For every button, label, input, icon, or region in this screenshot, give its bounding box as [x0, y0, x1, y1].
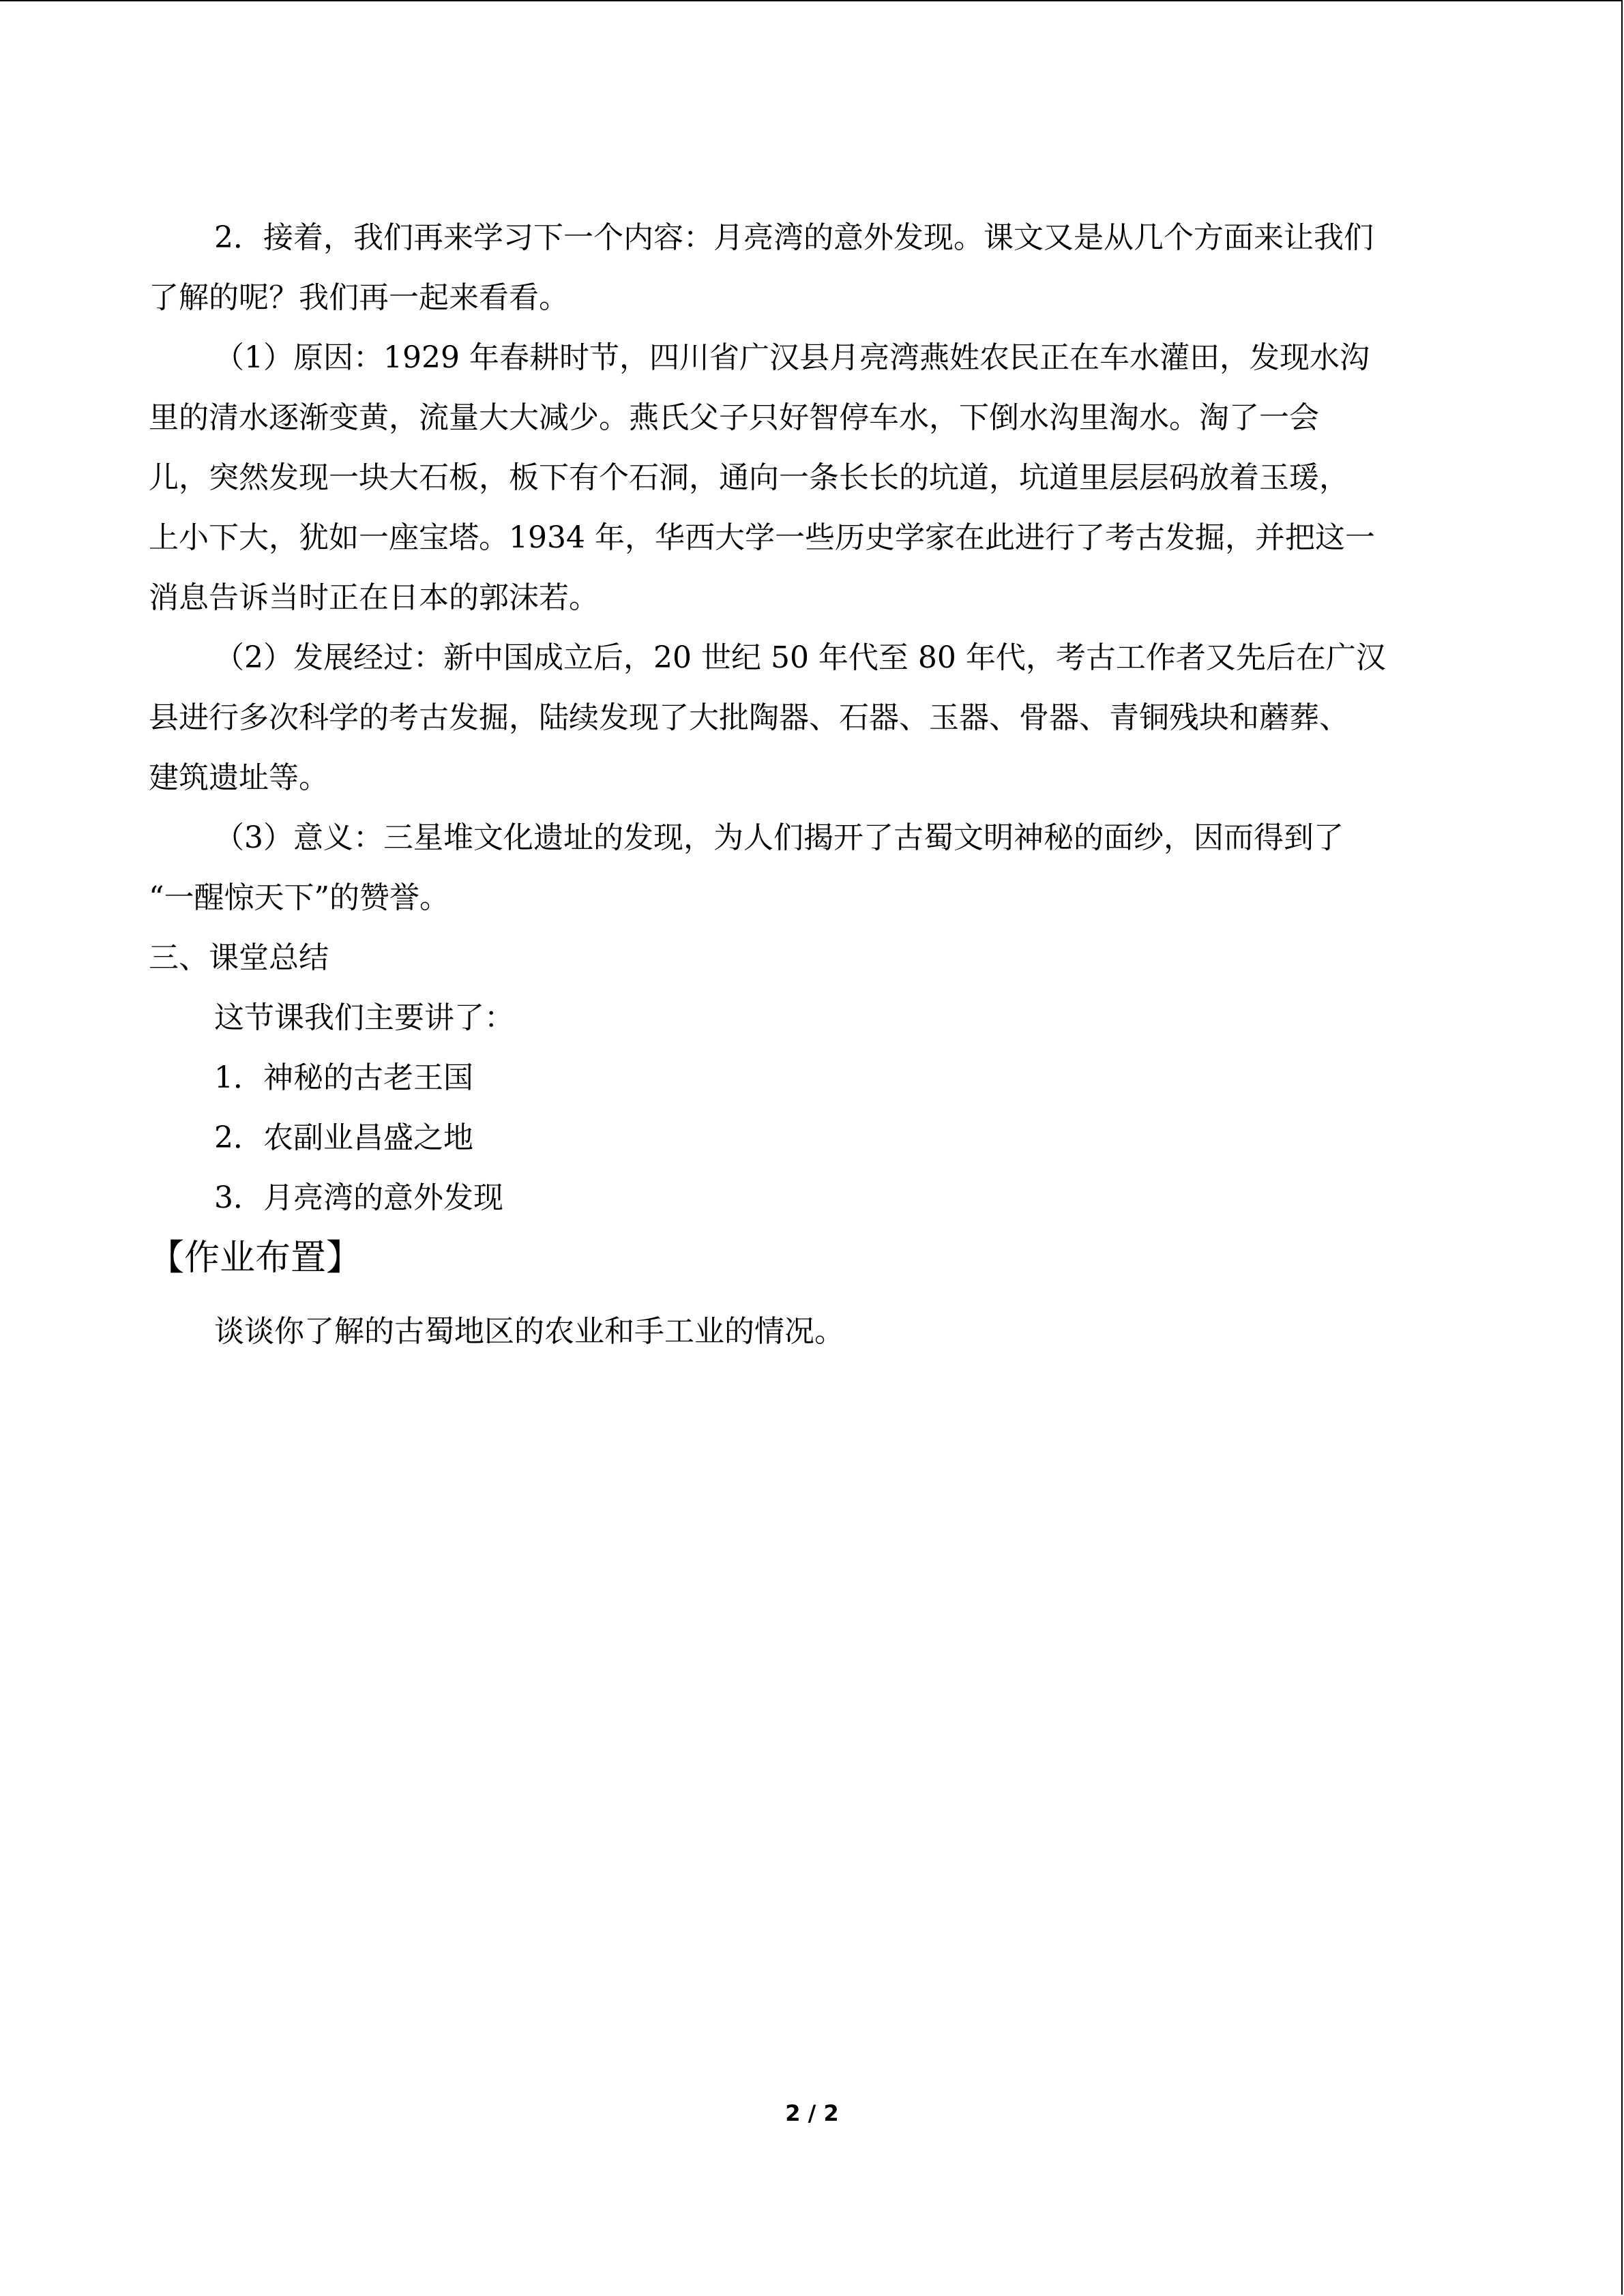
text-line: （1）原因：1929 年春耕时节，四川省广汉县月亮湾燕姓农民正在车水灌田，发现水沟	[214, 340, 1370, 375]
text-line: 里的清水逐渐变黄，流量大大减少。燕氏父子只好智停车水，下倒水沟里淘水。淘了一会	[149, 400, 1319, 435]
text-line: “一醒惊天下”的赞誉。	[149, 880, 449, 915]
homework-heading: 【作业布置】	[149, 1238, 362, 1279]
paragraph-significance	[149, 808, 1476, 928]
list-item: 1．神秘的古老王国	[214, 1060, 473, 1095]
paragraph-cause	[149, 328, 1476, 628]
homework-text: 谈谈你了解的古蜀地区的农业和手工业的情况。	[214, 1314, 844, 1349]
summary-heading: 三、课堂总结	[149, 940, 329, 975]
text-line: （2）发展经过：新中国成立后，20 世纪 50 年代至 80 年代，考古工作者又先后在广汉	[214, 640, 1386, 675]
list-item: 2．农副业昌盛之地	[214, 1120, 473, 1155]
text-line: 上小下大，犹如一座宝塔。1934 年，华西大学一些历史学家在此进行了考古发掘，并把这一	[149, 520, 1375, 555]
summary-intro: 这节课我们主要讲了：	[214, 1000, 514, 1035]
page-number: 2 / 2	[785, 2100, 839, 2126]
document-body	[149, 208, 1476, 1362]
paragraph-development	[149, 628, 1476, 808]
text-line: 了解的呢？我们再一起来看看。	[149, 280, 569, 315]
summary-list	[149, 1048, 1476, 1228]
text-line: 消息告诉当时正在日本的郭沫若。	[149, 580, 599, 615]
text-line: 县进行多次科学的考古发掘，陆续发现了大批陶器、石器、玉器、骨器、青铜残块和蘑葬、	[149, 700, 1349, 735]
list-item: 3．月亮湾的意外发现	[214, 1180, 503, 1215]
text-line: 建筑遗址等。	[149, 760, 329, 795]
paragraph-moon-bay-intro	[149, 208, 1476, 328]
text-line: 儿，突然发现一块大石板，板下有个石洞，通向一条长长的坑道，坑道里层层码放着玉瑗，	[149, 460, 1349, 495]
text-line: 2．接着，我们再来学习下一个内容：月亮湾的意外发现。课文又是从几个方面来让我们	[214, 220, 1374, 255]
text-line: （3）意义：三星堆文化遗址的发现，为人们揭开了古蜀文明神秘的面纱，因而得到了	[214, 820, 1344, 855]
